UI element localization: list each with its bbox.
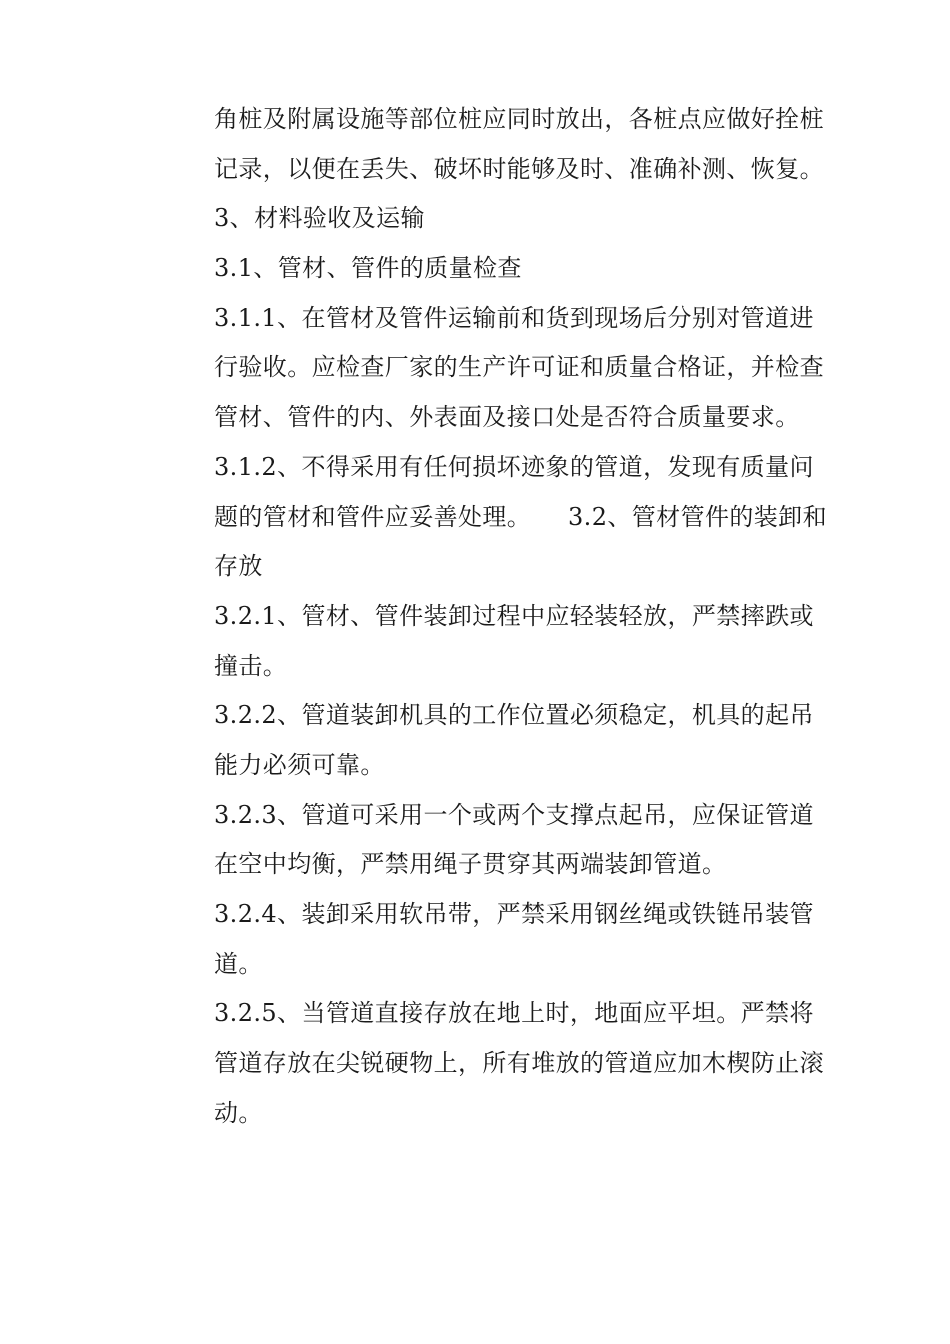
text-line: 撞击。 <box>214 651 288 680</box>
text-line: 动。 <box>214 1098 263 1127</box>
text-line: 行验收。应检查厂家的生产许可证和质量合格证，并检查 <box>214 353 824 382</box>
text-line: 3.2.1、管材、管件装卸过程中应轻装轻放，严禁摔跌或 <box>214 601 814 630</box>
text-line: 3.2.5、当管道直接存放在地上时，地面应平坦。严禁将 <box>214 999 814 1028</box>
text-line: 存放 <box>214 552 263 581</box>
text-line: 角桩及附属设施等部位桩应同时放出，各桩点应做好拴桩 <box>214 105 824 133</box>
text-line: 能力必须可靠。 <box>214 750 385 779</box>
text-line: 3.2.3、管道可采用一个或两个支撑点起吊，应保证管道 <box>214 800 814 829</box>
section-heading: 3、材料验收及运输 <box>214 204 425 233</box>
text-line: 在空中均衡，严禁用绳子贯穿其两端装卸管道。 <box>214 850 727 879</box>
text-line: 3.2.2、管道装卸机具的工作位置必须稳定，机具的起吊 <box>214 701 814 730</box>
text-line: 记录，以便在丢失、破坏时能够及时、准确补测、恢复。 <box>214 154 824 183</box>
body-text <box>214 95 827 1138</box>
text-line: 道。 <box>214 949 263 978</box>
text-line: 3.2.4、装卸采用软吊带，严禁采用钢丝绳或铁链吊装管 <box>214 900 814 928</box>
subsection-heading: 3.1、管材、管件的质量检查 <box>214 254 522 283</box>
text-line: 管材、管件的内、外表面及接口处是否符合质量要求。 <box>214 403 800 432</box>
text-line: 3.1.2、不得采用有任何损坏迹象的管道，发现有质量问 <box>214 452 814 481</box>
text-line: 题的管材和管件应妥善处理。 3.2、管材管件的装卸和 <box>214 502 827 531</box>
text-line: 3.1.1、在管材及管件运输前和货到现场后分别对管道进 <box>214 303 814 332</box>
text-line: 管道存放在尖锐硬物上，所有堆放的管道应加木楔防止滚 <box>214 1049 824 1078</box>
